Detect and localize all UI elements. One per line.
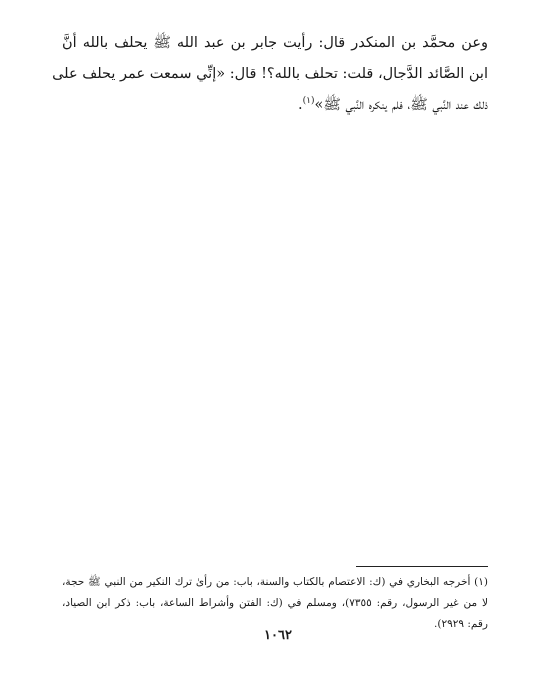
body-line-3-text: ذلك عند النَّبي ﷺ، فلم ينكره النَّبي ﷺ» [314, 97, 488, 113]
footnote-separator [356, 566, 488, 567]
body-line-1: وعن محمَّد بن المنكدر قال: رأيت جابر بن عبد الله ﷺ يحلف بالله أنَّ [62, 35, 488, 51]
footnotes-block [62, 572, 488, 635]
main-text-block [52, 28, 488, 121]
body-line-3 [62, 90, 488, 121]
footnote-line-2: لا من غير الرسول، رقم: ٧٣٥٥)، ومسلم في (ك: الفتن وأشراط الساعة، باب: ذكر ابن الصياد، [62, 597, 488, 609]
footnote-line-3: رقم: ٢٩٢٩). [434, 618, 488, 630]
footnote-reference-marker: (١) [302, 96, 315, 107]
footnote-line-1: (١) أخرجه البخاري في (ك: الاعتصام بالكتاب والسنة، باب: من رأىٰ ترك النكير من النبي ﷺ حجة، [62, 576, 488, 588]
hadith-paragraph [52, 28, 488, 121]
end-punctuation: . [297, 97, 303, 113]
body-line-2: ابن الصَّائد الدَّجال، قلت: تحلف بالله؟! قال: «إنِّي سمعت عمر يحلف على [52, 66, 488, 82]
page-number: ١٠٦٢ [264, 628, 292, 643]
